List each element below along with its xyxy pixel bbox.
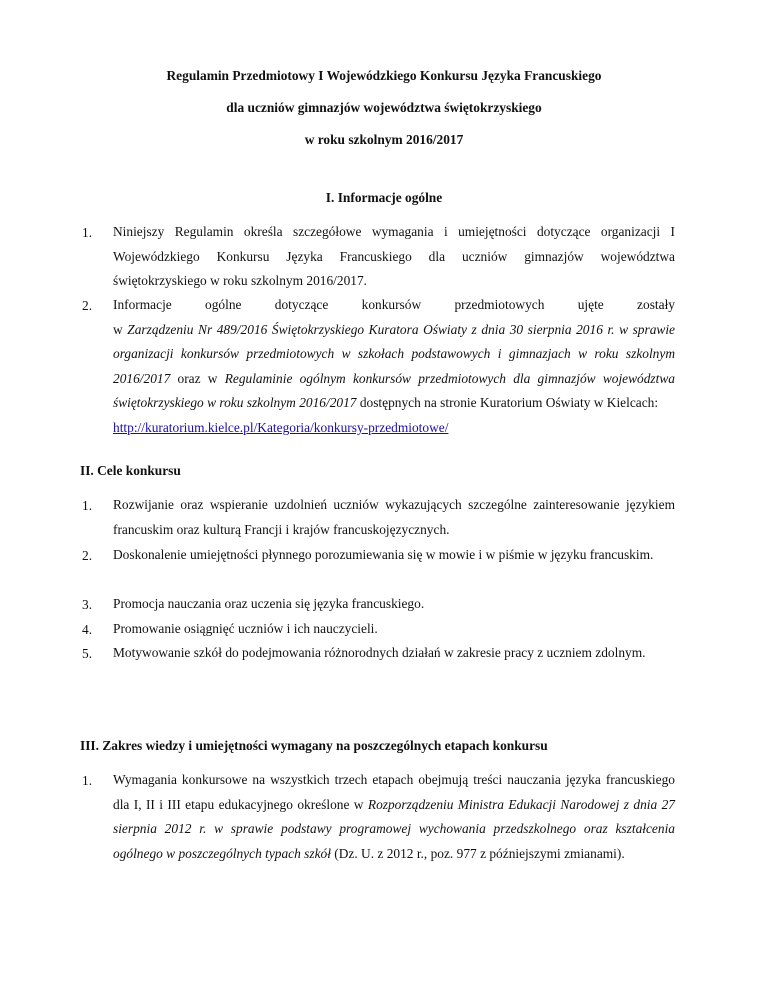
s1-item-2-number: 2. bbox=[82, 298, 93, 313]
s3-item-1-number: 1. bbox=[82, 773, 93, 788]
section-3-heading: III. Zakres wiedzy i umiejętności wymagany na poszczególnych etapach konkursu bbox=[80, 738, 548, 753]
s3-item-1-lead: Wymagania konkursowe na wszystkich trzech etapach obejmują treści nauczania języka francuskiego dla I, II i III etapu edukacyjnego określone w bbox=[113, 772, 675, 812]
s1-item-2 bbox=[113, 293, 675, 441]
s2-item-2-number: 2. bbox=[82, 548, 93, 563]
s1-item-2-regulation: Zarządzeniu Nr 489/2016 Świętokrzyskiego Kuratora Oświaty z dnia 30 sierpnia 2016 r. w sprawie organizacji konkursów przedmiotowych w szkołach podstawowych i gimnazjach w roku szkolnym 2016/2017 bbox=[113, 321, 676, 386]
s1-item-1-text: Niniejszy Regulamin określa szczegółowe wymagania i umiejętności dotyczące organizacji I Wojewódzkiego Konkursu Języka Francuskiego dla uczniów gimnazjów województwa świętokrzyskiego w roku szkolnym 2016/2017. bbox=[113, 224, 675, 289]
s2-item-3-number: 3. bbox=[82, 597, 93, 612]
s1-item-2-link-line bbox=[113, 416, 675, 441]
s1-item-2-w: w bbox=[113, 321, 128, 337]
s2-item-4-text: Promowanie osiągnięć uczniów i ich nauczycieli. bbox=[113, 621, 378, 636]
s3-item-1-regulation: Rozporządzeniu Ministra Edukacji Narodowej z dnia 27 sierpnia 2012 r. w sprawie podstawy programowej wychowania przedszkolnego oraz kształcenia ogólnego w poszczególnych typach szkół bbox=[113, 796, 676, 861]
s1-item-2-oraz: oraz w bbox=[170, 370, 225, 386]
section-2-heading: II. Cele konkursu bbox=[80, 463, 181, 478]
s1-item-2-general-rules: Regulaminie ogólnym konkursów przedmiotowych dla gimnazjów województwa świętokrzyskiego w roku szkolnym 2016/2017 bbox=[113, 370, 675, 411]
s2-item-3-text: Promocja nauczania oraz uczenia się języka francuskiego. bbox=[113, 596, 425, 611]
s2-item-5-text: Motywowanie szkół do podejmowania różnorodnych działań w zakresie pracy z uczniem zdolnym. bbox=[113, 645, 646, 660]
s2-item-1-text: Rozwijanie oraz wspieranie uzdolnień uczniów wykazujących szczególne zainteresowanie językiem francuskim oraz kulturą Francji i krajów francuskojęzycznych. bbox=[113, 497, 675, 537]
s1-item-2-tail: dostępnych na stronie Kuratorium Oświaty w Kielcach: bbox=[356, 395, 659, 411]
s3-item-1 bbox=[113, 768, 675, 866]
kuratorium-link[interactable]: http://kuratorium.kielce.pl/Kategoria/konkursy-przedmiotowe/ bbox=[113, 419, 449, 435]
s1-item-2-body bbox=[113, 318, 675, 416]
doc-title-line-1: Regulamin Przedmiotowy I Wojewódzkiego Konkursu Języka Francuskiego bbox=[166, 68, 602, 83]
s2-item-4-number: 4. bbox=[82, 622, 93, 637]
s1-item-2-lead: Informacje ogólne dotyczące konkursów przedmiotowych ujęte zostały bbox=[113, 297, 675, 312]
s3-item-1-tail: (Dz. U. z 2012 r., poz. 977 z późniejszymi zmianami). bbox=[330, 845, 625, 861]
s2-item-5-number: 5. bbox=[82, 646, 93, 661]
doc-title-line-3: w roku szkolnym 2016/2017 bbox=[304, 132, 464, 147]
section-1-heading: I. Informacje ogólne bbox=[325, 190, 443, 205]
s1-item-1-number: 1. bbox=[82, 225, 93, 240]
s2-item-2-text: Doskonalenie umiejętności płynnego porozumiewania się w mowie i w piśmie w języku francuskim. bbox=[113, 547, 654, 562]
s2-item-1-number: 1. bbox=[82, 498, 93, 513]
doc-title-line-2: dla uczniów gimnazjów województwa świętokrzyskiego bbox=[226, 100, 542, 115]
